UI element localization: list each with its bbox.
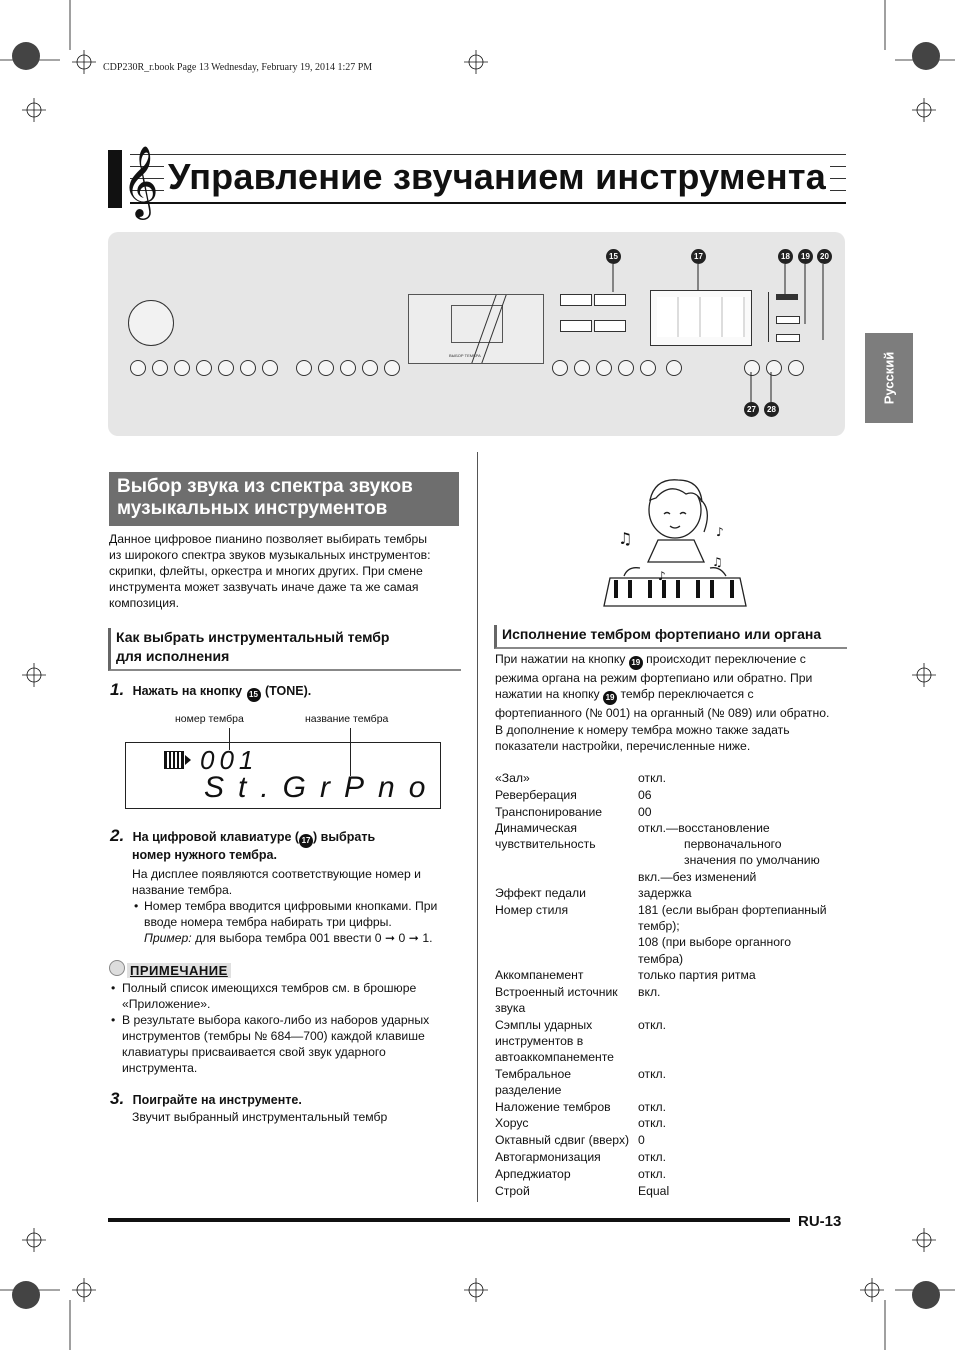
step-number: 2.: [110, 826, 125, 845]
piano-organ-button-ref-icon: 19: [629, 656, 643, 670]
intro-line: из широкого спектра звуков музыкальных инструментов:: [109, 548, 431, 562]
setting-value: значения по умолчанию: [684, 853, 820, 868]
setting-value: тембр);: [638, 919, 680, 934]
setting-name: Транспонирование: [495, 805, 603, 819]
note-line: Полный список имеющихся тембров см. в брошюре: [122, 981, 417, 995]
setting-name: Номер стиля: [495, 903, 569, 917]
setting-name: автоаккомпанементе: [495, 1050, 614, 1065]
setting-value: задержка: [638, 886, 692, 900]
organ-line: В дополнение к номеру тембра можно также задать: [495, 723, 790, 737]
callout-17: 17: [691, 249, 706, 264]
piano-organ-button-ref-icon: 19: [603, 691, 617, 705]
girl-piano-illustration: [600, 470, 750, 610]
setting-name: Арпеджиатор: [495, 1167, 571, 1181]
subsection-line: для исполнения: [116, 648, 230, 664]
triangle-icon: [185, 755, 191, 765]
setting-name: Реверберация: [495, 788, 577, 802]
setting-value: первоначального: [684, 837, 782, 852]
callout-28: 28: [764, 402, 779, 417]
callout-27: 27: [744, 402, 759, 417]
note-line: В результате выбора какого-либо из наборов ударных: [122, 1013, 430, 1027]
intro-line: Данное цифровое пианино позволяет выбирать тембры: [109, 532, 428, 546]
setting-value: 181 (если выбран фортепианный: [638, 903, 827, 917]
setting-value: вкл.—без изменений: [638, 869, 757, 884]
step-bullet-line: вводе номера тембра набирать три цифры.: [144, 915, 392, 929]
step-bullet-line: Номер тембра вводится цифровыми кнопками. При: [144, 899, 438, 913]
subsection-piano-organ: Исполнение тембром фортепиано или органа: [494, 625, 847, 649]
example-text: для выбора тембра 001 ввести 0 ➞ 0 ➞ 1.: [195, 931, 433, 945]
print-header: CDP230R_r.book Page 13 Wednesday, February 19, 2014 1:27 PM: [103, 62, 373, 73]
setting-value: тембра): [638, 951, 684, 966]
lcd-tone-name: St.GrPno: [204, 771, 440, 804]
svg-text:♫: ♫: [712, 555, 723, 569]
step-2: 2. На цифровой клавиатуре ( 17 ) выбрать номер нужного тембра. На дисплее появляются соответствующие номер и название тембра. • Номер тембра вводится цифровыми кнопками. При вводе номера тембра набирать три цифры. Пример: для выбора тембра 001 ввести 0 ➞ 0 ➞ 1.: [110, 826, 470, 946]
setting-name: разделение: [495, 1083, 562, 1098]
setting-name: Строй: [495, 1184, 530, 1198]
language-side-tab: [865, 333, 913, 423]
treble-clef-icon: 𝄞: [122, 144, 159, 217]
setting-value: 00: [638, 805, 652, 819]
setting-value: 0: [638, 1133, 645, 1147]
organ-paragraph: [495, 651, 845, 721]
note-line: инструментов (тембры № 684—700) каждой клавише: [122, 1029, 425, 1043]
svg-text:♫: ♫: [618, 529, 633, 548]
svg-text:♪: ♪: [658, 569, 666, 583]
setting-name: Наложение тембров: [495, 1100, 611, 1114]
setting-value: откл.: [638, 1167, 667, 1181]
setting-value: откл.—восстановление: [638, 821, 770, 835]
organ-paragraph-2: [495, 722, 845, 754]
setting-value: откл.: [638, 1100, 667, 1114]
organ-line: фортепианного (№ 001) на органный (№ 089) или обратно.: [495, 706, 830, 720]
note-line: клавиатуры присваивается свой звук ударного: [122, 1045, 386, 1059]
organ-line: тембр переключается с: [620, 687, 754, 701]
step-heading: Поиграйте на инструменте.: [132, 1093, 302, 1107]
note-bulb-icon: [109, 960, 125, 976]
setting-value: вкл.: [638, 985, 661, 999]
note-line: «Приложение».: [122, 997, 211, 1011]
setting-name: Динамическая: [495, 821, 577, 835]
setting-name: «Зал»: [495, 771, 530, 785]
step-heading: На цифровой клавиатуре (: [132, 830, 300, 844]
step-3: [110, 1089, 470, 1125]
setting-value: откл.: [638, 771, 667, 785]
step-heading-after: ) выбрать: [313, 830, 376, 844]
step-heading-line2: номер нужного тембра.: [132, 848, 277, 862]
title-marker: [108, 150, 122, 208]
subsection-how-to-select: [108, 628, 461, 671]
instrument-panel-illustration: [108, 232, 845, 436]
column-divider: [477, 452, 478, 1202]
tone-button-ref-icon: 15: [247, 688, 261, 702]
lcd-tone-number: 001: [200, 745, 259, 775]
setting-name: звука: [495, 1001, 526, 1016]
setting-value: Equal: [638, 1184, 670, 1198]
step-body-line: На дисплее появляются соответствующие номер и: [132, 867, 421, 881]
intro-line: композиция.: [109, 596, 180, 610]
setting-value: 06: [638, 788, 652, 802]
setting-name: Тембральное: [495, 1067, 572, 1081]
subsection-line: Как выбрать инструментальный тембр: [116, 629, 390, 645]
keypad-ref-icon: 17: [299, 834, 313, 848]
example-label: Пример:: [144, 931, 192, 945]
step-body: Звучит выбранный инструментальный тембр: [132, 1110, 388, 1124]
setting-name: Аккомпанемент: [495, 968, 584, 982]
setting-name: Автогармонизация: [495, 1150, 601, 1164]
organ-line: нажатии на кнопку: [495, 687, 600, 701]
svg-text:♪: ♪: [716, 525, 724, 539]
step-body-line: название тембра.: [132, 883, 233, 897]
intro-line: инструмента может зазвучать иначе даже та же самая: [109, 580, 419, 594]
intro-line: скрипки, флейты, оркестра и многих других. При смене: [109, 564, 423, 578]
step-text-after: (TONE).: [264, 684, 312, 698]
callout-15: 15: [606, 249, 621, 264]
callout-20: 20: [817, 249, 832, 264]
intro-paragraph: [109, 531, 469, 611]
lcd-label-number: номер тембра: [175, 713, 244, 725]
note-label: ПРИМЕЧАНИЕ: [127, 963, 231, 978]
step-text: Нажать на кнопку: [132, 684, 243, 698]
note-line: инструмента.: [122, 1061, 198, 1075]
panel-display-title: ВЫБОР ТЕМБРА: [449, 353, 481, 358]
organ-line: режима органа на режим фортепиано или обратно. При: [495, 671, 813, 685]
page-title: Управление звучанием инструмента: [164, 156, 830, 198]
setting-name: Хорус: [495, 1116, 529, 1130]
organ-line: показатели настройки, перечисленные ниже.: [495, 739, 751, 753]
keyboard-icon: [164, 751, 184, 769]
setting-name: Октавный сдвиг (вверх): [495, 1133, 630, 1147]
setting-name: Эффект педали: [495, 886, 586, 900]
lcd-label-name: название тембра: [305, 713, 389, 725]
setting-value: откл.: [638, 1018, 667, 1032]
footer-rule: [108, 1218, 790, 1222]
setting-name: чувствительность: [495, 837, 596, 852]
note-block: ПРИМЕЧАНИЕ • Полный список имеющихся тембров см. в брошюре «Приложение». • В результате выбора какого-либо из наборов ударных инструментов (тембры № 684—700) каждой клавише клавиатуры присваивается свой звук ударного инструмента.: [109, 960, 469, 1076]
section-heading: Выбор звука из спектра звуков музыкальных инструментов: [109, 472, 459, 526]
setting-name: Встроенный источник: [495, 985, 618, 999]
setting-value: откл.: [638, 1116, 667, 1130]
lcd-display: [125, 742, 441, 809]
page-title-bar: [108, 144, 846, 217]
setting-name: Сэмплы ударных: [495, 1018, 593, 1032]
callout-19: 19: [798, 249, 813, 264]
organ-line: происходит переключение с: [646, 652, 806, 666]
page-number: RU-13: [798, 1213, 842, 1230]
setting-value: 108 (при выборе органного: [638, 935, 791, 950]
callout-18: 18: [778, 249, 793, 264]
organ-line: При нажатии на кнопку: [495, 652, 626, 666]
step-number: 3.: [110, 1089, 125, 1108]
step-number: 1.: [110, 680, 125, 699]
step-1: [110, 680, 311, 702]
setting-value: откл.: [638, 1067, 667, 1081]
side-tab-label: Русский: [881, 351, 897, 405]
setting-value: только партия ритма: [638, 968, 756, 982]
setting-name: инструментов в: [495, 1034, 584, 1049]
setting-value: откл.: [638, 1150, 667, 1164]
